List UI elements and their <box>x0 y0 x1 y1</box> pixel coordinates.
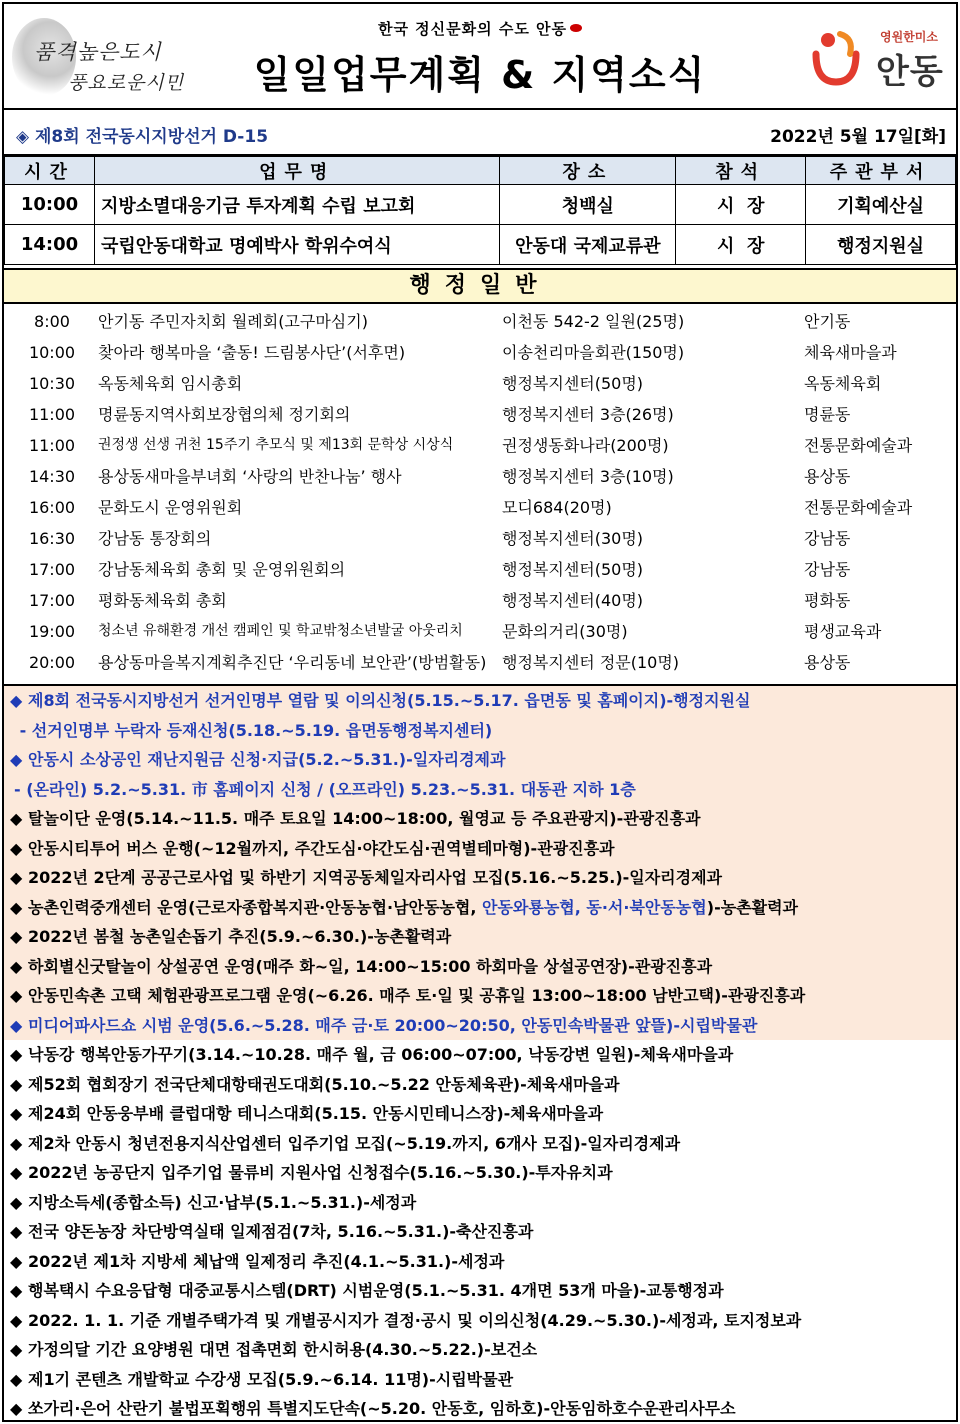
list-item <box>4 492 956 523</box>
notice-text: 하회별신굿탈놀이 상설공연 운영(매주 화~일, 14:00~15:00 하회마을 상설공연장)-관광진흥과 <box>28 956 713 976</box>
admin-event: 명륜동지역사회보장협의체 정기회의 <box>98 405 351 424</box>
admin-place: 행정복지센터 3층(10명) <box>502 467 674 486</box>
andong-smile-icon <box>810 28 862 86</box>
diamond-bullet-icon: ◆ <box>10 1192 23 1212</box>
schedule-header-row <box>5 157 956 185</box>
diamond-bullet-icon: ◆ <box>10 838 23 858</box>
list-item <box>4 461 956 492</box>
diamond-bullet-icon: ◆ <box>10 750 23 769</box>
admin-event: 찾아라 행복마을 ‘출동! 드림봉사단’(서후면) <box>98 343 406 362</box>
notice-text: 가정의달 기간 요양병원 대면 접촉면회 한시허용(4.30.~5.22.)-보건소 <box>28 1340 538 1359</box>
notice-text: 안동시 소상공인 재난지원금 신청·지급(5.2.~5.31.)-일자리경제과 <box>28 750 506 769</box>
header <box>4 4 956 110</box>
admin-event: 옥동체육회 임시총회 <box>98 374 243 393</box>
notice-text: 2022년 농공단지 입주기업 물류비 지원사업 신청접수(5.16.~5.30.)-투자유치과 <box>28 1163 613 1182</box>
notice-item <box>4 1099 956 1129</box>
notice-text: 안동민속촌 고택 체험관광프로그램 운영(~6.26. 매주 토·일 및 공휴일 13:00~18:00 남반고택)-관광진흥과 <box>28 986 806 1005</box>
table-row <box>5 185 956 225</box>
notice-item <box>4 1011 956 1041</box>
andong-logo <box>804 22 954 92</box>
col-event: 업무명 <box>94 157 499 185</box>
report-date: 2022년 5월 17일[화] <box>770 127 946 147</box>
admin-event: 강남동체육회 총회 및 운영위원회의 <box>98 560 346 579</box>
admin-dept: 명륜동 <box>804 405 851 424</box>
list-item <box>4 554 956 585</box>
row-time: 10:00 <box>5 185 95 225</box>
admin-dept: 강남동 <box>804 560 851 579</box>
admin-time: 10:00 <box>28 343 76 362</box>
admin-event: 강남동 통장회의 <box>98 529 212 548</box>
diamond-bullet-icon: ◆ <box>10 1399 23 1418</box>
admin-time: 11:00 <box>28 436 76 455</box>
notice-list <box>4 684 956 1424</box>
list-item <box>4 399 956 430</box>
admin-schedule-list <box>4 306 956 684</box>
document-frame <box>2 2 958 1422</box>
table-row <box>5 225 956 265</box>
notice-text: 행복택시 수요응답형 대중교통시스템(DRT) 시범운영(5.1.~5.31. 4개면 53개 마을)-교통행정과 <box>28 1281 724 1300</box>
notice-item <box>4 1247 956 1277</box>
admin-event: 평화동체육회 총회 <box>98 591 227 610</box>
notice-item <box>4 1394 956 1424</box>
diamond-bullet-icon: ◆ <box>10 1163 23 1182</box>
admin-time: 16:30 <box>28 529 76 548</box>
admin-dept: 전통문화예술과 <box>804 498 913 517</box>
admin-event: 청소년 유해환경 개선 캠페인 및 학교밖청소년발굴 아웃리치 <box>98 623 463 639</box>
notice-text: 쏘가리·은어 산란기 불법포획행위 특별지도단속(~5.20. 안동호, 임하호)-안동임하호수운관리사무소 <box>28 1399 736 1418</box>
admin-time: 11:00 <box>28 405 76 424</box>
notice-item <box>4 1217 956 1247</box>
notice-item <box>4 804 956 834</box>
diamond-bullet-icon: ◆ <box>10 1310 23 1330</box>
notice-item <box>4 893 956 923</box>
diamond-bullet-icon: ◆ <box>10 956 23 976</box>
admin-dept: 전통문화예술과 <box>804 436 913 455</box>
admin-time: 10:30 <box>28 374 76 393</box>
row-time: 14:00 <box>5 225 95 265</box>
notice-highlight: 안동와룡농협, 동·서·북안동농협 <box>482 897 707 917</box>
admin-event: 안기동 주민자치회 월례회(고구마심기) <box>98 312 368 331</box>
diamond-bullet-icon: ◆ <box>10 1074 23 1094</box>
diamond-bullet-icon: ◆ <box>10 1369 23 1389</box>
admin-time: 17:00 <box>28 560 76 579</box>
col-attend: 참석 <box>676 157 806 185</box>
notice-item <box>4 1188 956 1218</box>
col-dept: 주관부서 <box>806 157 956 185</box>
notice-item <box>4 863 956 893</box>
list-item <box>4 368 956 399</box>
notice-text: 탈놀이단 운영(5.14.~11.5. 매주 토요일 14:00~18:00, 월영교 등 주요관광지)-관광진흥과 <box>28 809 701 828</box>
notice-item <box>4 834 956 864</box>
mayor-schedule-table <box>4 156 956 265</box>
list-item <box>4 306 956 337</box>
diamond-bullet-icon: ◆ <box>10 1015 23 1035</box>
notice-item <box>4 922 956 952</box>
row-dept: 행정지원실 <box>806 225 956 265</box>
admin-time: 17:00 <box>28 591 76 610</box>
admin-place: 행정복지센터(50명) <box>502 374 644 393</box>
notice-text: 농촌인력중개센터 운영(근로자종합복지관·안동농협·남안동농협, <box>28 897 483 917</box>
admin-time: 8:00 <box>34 312 70 331</box>
diamond-bullet-icon: ◆ <box>10 809 23 828</box>
admin-place: 행정복지센터(30명) <box>502 529 644 548</box>
notice-text: 미디어파사드쇼 시범 운영(5.6.~5.28. 매주 금·토 20:00~20:50, 안동민속박물관 앞뜰)-시립박물관 <box>28 1015 758 1035</box>
admin-dept: 용상동 <box>804 653 851 672</box>
notice-text: 제52회 협회장기 전국단체대항태권도대회(5.10.~5.22 안동체육관)-체육새마을과 <box>28 1074 620 1094</box>
list-item <box>4 337 956 368</box>
notice-text: 제2차 안동시 청년전용지식산업센터 입주기업 모집(~5.19.까지, 6개사 모집)-일자리경제과 <box>28 1133 681 1153</box>
admin-place: 이천동 542-2 일원(25명) <box>502 312 685 331</box>
admin-event: 용상동새마을부녀회 ‘사랑의 반찬나눔’ 행사 <box>98 467 402 486</box>
row-place: 청백실 <box>500 185 676 225</box>
notice-text: - (온라인) 5.2.~5.31. 市 홈페이지 신청 / (오프라인) 5.23.~5.31. 대동관 지하 1층 <box>14 779 636 799</box>
notice-text: 2022년 2단계 공공근로사업 및 하반기 지역공동체일자리사업 모집(5.16.~5.25.)-일자리경제과 <box>28 868 723 887</box>
notice-text: 제24회 안동웅부배 클럽대항 테니스대회(5.15. 안동시민테니스장)-체육새마을과 <box>28 1104 604 1123</box>
eye-icon <box>570 24 582 32</box>
logo-name: 안동 <box>876 52 944 92</box>
notice-item <box>4 686 956 716</box>
notice-text: 2022년 제1차 지방세 체납액 일제정리 추진(4.1.~5.31.)-세정과 <box>28 1251 505 1271</box>
list-item <box>4 647 956 678</box>
notice-text: 2022년 봄철 농촌일손돕기 추진(5.9.~6.30.)-농촌활력과 <box>28 927 452 946</box>
admin-dept: 옥동체육회 <box>804 374 882 393</box>
list-item <box>4 616 956 647</box>
admin-place: 권정생동화나라(200명) <box>502 436 669 455</box>
diamond-bullet-icon: ◆ <box>10 1104 23 1123</box>
admin-dept: 용상동 <box>804 467 851 486</box>
admin-dept: 평생교육과 <box>804 622 882 641</box>
row-event: 지방소멸대응기금 투자계획 수립 보고회 <box>94 185 499 225</box>
notice-item <box>4 1040 956 1070</box>
logo-slogan: 영원한미소 <box>880 30 938 44</box>
list-item <box>4 430 956 461</box>
list-item <box>4 585 956 616</box>
notice-item <box>4 716 956 746</box>
diamond-bullet-icon: ◆ <box>10 1045 23 1064</box>
election-countdown: ◈ 제8회 전국동시지방선거 D-15 <box>16 127 269 147</box>
diamond-bullet-icon: ◆ <box>10 691 23 710</box>
admin-section-title: 행정일반 <box>4 268 956 304</box>
admin-time: 20:00 <box>28 653 76 672</box>
diamond-bullet-icon: ◆ <box>10 927 23 946</box>
admin-place: 행정복지센터 정문(10명) <box>502 653 680 672</box>
slogan-line-1: 품격높은도시 <box>34 40 162 64</box>
notice-item <box>4 1276 956 1306</box>
admin-place: 행정복지센터(40명) <box>502 591 644 610</box>
notice-item <box>4 981 956 1011</box>
admin-place: 문화의거리(30명) <box>502 622 628 641</box>
admin-dept: 평화동 <box>804 591 851 610</box>
row-attend: 시 장 <box>676 185 806 225</box>
diamond-bullet-icon: ◆ <box>10 1281 23 1300</box>
row-attend: 시 장 <box>676 225 806 265</box>
admin-dept: 강남동 <box>804 529 851 548</box>
admin-place: 모디684(20명) <box>502 498 612 517</box>
notice-item <box>4 952 956 982</box>
list-item <box>4 523 956 554</box>
notice-item <box>4 1335 956 1365</box>
notice-item <box>4 1158 956 1188</box>
admin-event: 문화도시 운영위원회 <box>98 498 243 517</box>
diamond-bullet-icon: ◆ <box>10 1133 23 1153</box>
notice-item <box>4 1129 956 1159</box>
diamond-bullet-icon: ◆ <box>10 1251 23 1271</box>
notice-text: 지방소득세(종합소득) 신고·납부(5.1.~5.31.)-세정과 <box>28 1192 417 1212</box>
notice-tail: )-농촌활력과 <box>706 897 798 917</box>
page-title: 일일업무계획 & 지역소식 <box>253 53 707 97</box>
notice-item <box>4 775 956 805</box>
slogan-line-2: 풍요로운시민 <box>68 72 185 94</box>
admin-time: 14:30 <box>28 467 76 486</box>
diamond-bullet-icon: ◆ <box>10 986 23 1005</box>
col-place: 장소 <box>500 157 676 185</box>
diamond-bullet-icon: ◆ <box>10 868 23 887</box>
row-event: 국립안동대학교 명예박사 학위수여식 <box>94 225 499 265</box>
notice-text: 안동시티투어 버스 운행(~12월까지, 주간도심·야간도심·권역별테마형)-관광진흥과 <box>28 838 615 858</box>
notice-item <box>4 1306 956 1336</box>
notice-text: - 선거인명부 누락자 등재신청(5.18.~5.19. 읍면동행정복지센터) <box>14 720 493 740</box>
admin-event: 권정생 선생 귀천 15주기 추모식 및 제13회 문학상 시상식 <box>98 437 454 453</box>
notice-item <box>4 745 956 775</box>
notice-item <box>4 1070 956 1100</box>
notice-text: 제8회 전국동시지방선거 선거인명부 열람 및 이의신청(5.15.~5.17. 읍면동 및 홈페이지)-행정지원실 <box>28 691 751 710</box>
notice-text: 전국 양돈농장 차단방역실태 일제점검(7차, 5.16.~5.31.)-축산진흥과 <box>28 1222 534 1241</box>
admin-event: 용상동마을복지계획추진단 ‘우리동네 보안관’(방범활동) <box>98 653 487 672</box>
notice-text: 낙동강 행복안동가꾸기(3.14.~10.28. 매주 월, 금 06:00~07:00, 낙동강변 일원)-체육새마을과 <box>28 1045 734 1064</box>
diamond-bullet-icon: ◆ <box>10 1222 23 1241</box>
notice-text: 제1기 콘텐츠 개발학교 수강생 모집(5.9.~6.14. 11명)-시립박물관 <box>28 1369 514 1389</box>
admin-time: 16:00 <box>28 498 76 517</box>
diamond-bullet-icon: ◆ <box>10 897 23 917</box>
admin-dept: 안기동 <box>804 312 851 331</box>
admin-dept: 체육새마을과 <box>804 343 897 362</box>
row-place: 안동대 국제교류관 <box>500 225 676 265</box>
admin-place: 행정복지센터(50명) <box>502 560 644 579</box>
admin-place: 행정복지센터 3층(26명) <box>502 405 674 424</box>
notice-item <box>4 1365 956 1395</box>
election-banner <box>4 110 956 156</box>
admin-time: 19:00 <box>28 622 76 641</box>
diamond-bullet-icon: ◆ <box>10 1340 23 1359</box>
admin-place: 이송천리마을회관(150명) <box>502 343 685 362</box>
col-time: 시간 <box>5 157 95 185</box>
notice-text: 2022. 1. 1. 기준 개별주택가격 및 개별공시지가 결정·공시 및 이의신청(4.29.~5.30.)-세정과, 토지정보과 <box>28 1310 802 1330</box>
row-dept: 기획예산실 <box>806 185 956 225</box>
header-subtitle: 한국 정신문화의 수도 안동 <box>4 18 956 39</box>
